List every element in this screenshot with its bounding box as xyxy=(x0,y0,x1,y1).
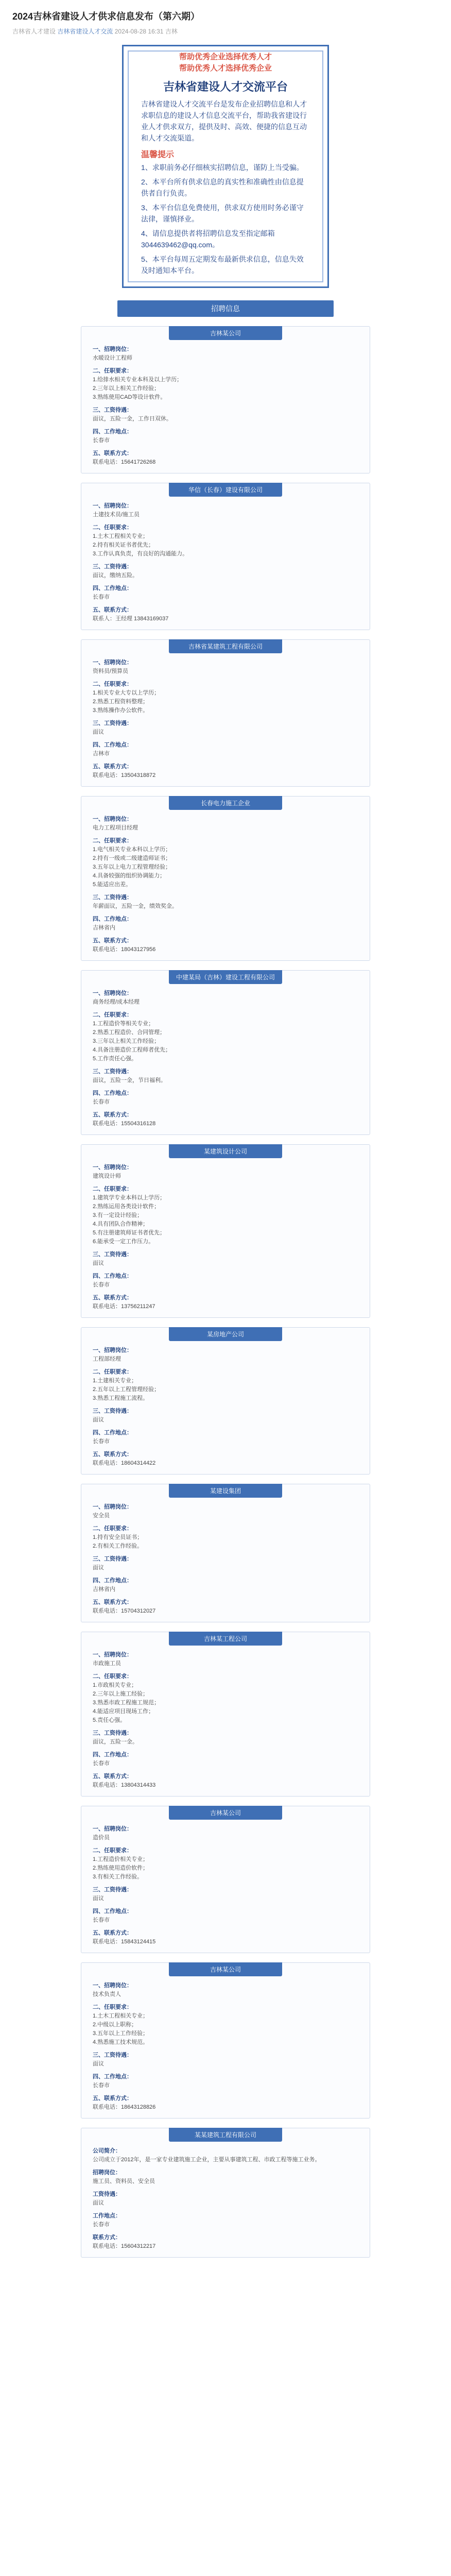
company-name: 吉林某公司 xyxy=(169,1962,282,1976)
salary-label: 三、工资待遇： xyxy=(93,1556,132,1562)
contact-value: 联系电话：15504316128 xyxy=(93,1121,156,1127)
address-value: 长春市 xyxy=(93,2222,110,2228)
contact-label: 五、联系方式： xyxy=(93,607,132,613)
contact-label: 五、联系方式： xyxy=(93,764,132,770)
requirement-item: 2.熟练运用各类设计软件； xyxy=(93,1204,160,1210)
address-label: 四、工作地点： xyxy=(93,429,132,435)
requirement-item: 3.五年以上电力工程管理经验； xyxy=(93,864,171,870)
position-label: 一、招聘岗位： xyxy=(93,1504,132,1510)
requirements-label: 二、任职要求： xyxy=(93,1012,132,1018)
requirement-item: 5.工作责任心强。 xyxy=(93,1056,137,1062)
contact-value: 联系电话：15704312027 xyxy=(93,1608,156,1614)
requirement-item: 2.有相关工作经验。 xyxy=(93,1543,143,1549)
requirement-item: 3.熟悉市政工程施工规范； xyxy=(93,1700,160,1706)
requirement-item: 2.中级以上职称； xyxy=(93,2022,137,2028)
contact-value: 联系电话：13504318872 xyxy=(93,772,156,778)
company-name: 中建某局（吉林）建设工程有限公司 xyxy=(169,970,282,984)
position-title: 公司成立于2012年，是一家专业建筑施工企业，主要从事建筑工程、市政工程等施工业务。 xyxy=(93,2157,321,2163)
company-card xyxy=(81,1632,370,1797)
requirement-item: 5.能适应出差。 xyxy=(93,882,132,888)
poster-tip: 4、请信息提供者将招聘信息发至指定邮箱3044639462@qq.com。 xyxy=(141,229,275,249)
footer-space xyxy=(0,2258,451,2278)
salary-label: 工资待遇： xyxy=(93,2191,121,2197)
requirement-item: 3.工作认真负责，有良好的沟通能力。 xyxy=(93,551,188,557)
salary-label: 三、工资待遇： xyxy=(93,1408,132,1414)
requirements-label: 二、任职要求： xyxy=(93,1526,132,1532)
contact-value: 联系电话：18643128826 xyxy=(93,2104,156,2110)
requirements-label: 二、任职要求： xyxy=(93,1848,132,1854)
position-label: 一、招聘岗位： xyxy=(93,1652,132,1658)
position-title: 商务经理/成本经理 xyxy=(93,999,140,1005)
company-card xyxy=(81,2128,370,2258)
company-body xyxy=(81,1651,370,1790)
address-value: 吉林省内 xyxy=(93,925,115,931)
salary-value: 面议 xyxy=(93,1260,104,1266)
position-label: 一、招聘岗位： xyxy=(93,1982,132,1989)
company-card xyxy=(81,970,370,1135)
company-card xyxy=(81,1484,370,1622)
requirement-item: 1.市政相关专业； xyxy=(93,1682,137,1688)
article-meta xyxy=(12,27,439,36)
address-label: 四、工作地点： xyxy=(93,1578,132,1584)
requirement-item: 1.土木工程相关专业； xyxy=(93,533,149,539)
requirements-label: 二、任职要求： xyxy=(93,2004,132,2010)
address-label: 四、工作地点： xyxy=(93,585,132,591)
requirement-item: 3.熟练使用CAD等设计软件。 xyxy=(93,394,166,400)
company-body xyxy=(81,1163,370,1311)
requirement-item: 4.具备较强的组织协调能力； xyxy=(93,873,166,879)
requirement-item: 1.土木工程相关专业； xyxy=(93,2013,149,2019)
requirements-label: 招聘岗位： xyxy=(93,2170,121,2176)
contact-value: 联系电话：15604312217 xyxy=(93,2243,156,2249)
requirements-label: 二、任职要求： xyxy=(93,1369,132,1375)
address-label: 工作地点： xyxy=(93,2213,121,2219)
company-name: 长春电力施工企业 xyxy=(169,796,282,810)
position-title: 资料员/预算员 xyxy=(93,668,129,674)
address-label: 四、工作地点： xyxy=(93,1273,132,1279)
requirement-item: 施工员、资料员、安全员 xyxy=(93,2178,155,2184)
position-label: 一、招聘岗位： xyxy=(93,1164,132,1171)
article-header xyxy=(0,0,451,36)
requirement-item: 1.持有安全员证书； xyxy=(93,1534,143,1540)
address-label: 四、工作地点： xyxy=(93,2074,132,2080)
salary-value: 面议，五险一金，节日福利。 xyxy=(93,1077,166,1083)
requirement-item: 2.三年以上相关工作经验； xyxy=(93,385,160,392)
address-value: 长春市 xyxy=(93,594,110,600)
requirement-item: 2.熟悉工程资料整理； xyxy=(93,699,149,705)
position-title: 工程部经理 xyxy=(93,1356,121,1362)
company-name: 某某建筑工程有限公司 xyxy=(169,2128,282,2142)
requirements-label: 二、任职要求： xyxy=(93,368,132,374)
address-label: 四、工作地点： xyxy=(93,1430,132,1436)
address-label: 四、工作地点： xyxy=(93,742,132,748)
requirement-item: 1.工程造价等相关专业； xyxy=(93,1021,154,1027)
poster-title: 吉林省建设人才交流平台 xyxy=(163,80,288,93)
salary-label: 三、工资待遇： xyxy=(93,1251,132,1258)
requirement-item: 1.相关专业大专以上学历； xyxy=(93,690,160,696)
requirements-label: 二、任职要求： xyxy=(93,838,132,844)
position-title: 电力工程项目经理 xyxy=(93,825,138,831)
company-name: 某建设集团 xyxy=(169,1484,282,1498)
address-label: 四、工作地点： xyxy=(93,916,132,922)
position-label: 一、招聘岗位： xyxy=(93,816,132,822)
article-title: 2024吉林省建设人才供求信息发布（第六期） xyxy=(12,11,200,22)
position-title: 安全员 xyxy=(93,1513,110,1519)
contact-label: 五、联系方式： xyxy=(93,1930,132,1936)
salary-value: 面议，五险一金。 xyxy=(93,1739,138,1745)
requirement-item: 1.土建相关专业； xyxy=(93,1378,137,1384)
salary-label: 三、工资待遇： xyxy=(93,1069,132,1075)
position-label: 一、招聘岗位： xyxy=(93,346,132,352)
address-value: 长春市 xyxy=(93,437,110,444)
salary-value: 面议 xyxy=(93,1895,104,1902)
company-body xyxy=(81,345,370,467)
salary-label: 三、工资待遇： xyxy=(93,1887,132,1893)
salary-value: 面议 xyxy=(93,2200,104,2206)
contact-value: 联系人：王经理 13843169037 xyxy=(93,616,169,622)
article-source: 吉林省人才建设 xyxy=(12,28,56,35)
requirement-item: 2.持有一级或二级建造师证书； xyxy=(93,855,171,861)
requirement-item: 6.能承受一定工作压力。 xyxy=(93,1239,154,1245)
contact-value: 联系电话：15641726268 xyxy=(93,459,156,465)
poster-warning-title: 温馨提示 xyxy=(141,150,175,159)
position-title: 技术负责人 xyxy=(93,1991,121,1997)
requirements-label: 二、任职要求： xyxy=(93,524,132,531)
contact-label: 五、联系方式： xyxy=(93,938,132,944)
article-date: 2024-08-28 16:31 xyxy=(114,28,164,35)
company-name: 吉林某公司 xyxy=(169,326,282,340)
requirement-item: 4.熟悉施工技术规范。 xyxy=(93,2039,149,2045)
company-card xyxy=(81,639,370,787)
salary-label: 三、工资待遇： xyxy=(93,2052,132,2058)
salary-label: 三、工资待遇： xyxy=(93,564,132,570)
address-value: 长春市 xyxy=(93,1438,110,1445)
poster-tip: 3、本平台信息免费使用，供求双方使用时务必谨守法律，谨慎择业。 xyxy=(141,204,304,223)
requirement-item: 2.熟悉工程造价、合同管理； xyxy=(93,1029,166,1036)
requirement-item: 3.有相关工作经验。 xyxy=(93,1874,143,1880)
address-label: 四、工作地点： xyxy=(93,1908,132,1914)
salary-label: 三、工资待遇： xyxy=(93,894,132,901)
address-value: 长春市 xyxy=(93,1282,110,1288)
company-card xyxy=(81,326,370,473)
contact-label: 五、联系方式： xyxy=(93,1295,132,1301)
requirements-label: 二、任职要求： xyxy=(93,681,132,687)
address-value: 长春市 xyxy=(93,2082,110,2089)
article-place: 吉林 xyxy=(165,28,178,35)
contact-value: 联系电话：15843124415 xyxy=(93,1939,156,1945)
position-title: 市政施工员 xyxy=(93,1660,121,1667)
salary-label: 三、工资待遇： xyxy=(93,720,132,726)
requirements-label: 二、任职要求： xyxy=(93,1673,132,1680)
company-body xyxy=(81,1503,370,1616)
salary-label: 三、工资待遇： xyxy=(93,1730,132,1736)
company-name: 吉林某工程公司 xyxy=(169,1632,282,1646)
requirement-item: 2.持有相关证书者优先； xyxy=(93,542,154,548)
salary-value: 面议，缴纳五险。 xyxy=(93,572,138,579)
position-label: 一、招聘岗位： xyxy=(93,659,132,666)
position-label: 一、招聘岗位： xyxy=(93,1347,132,1353)
requirement-item: 2.三年以上施工经验； xyxy=(93,1691,149,1697)
account-link[interactable]: 吉林省建设人才交流 xyxy=(57,28,113,35)
contact-label: 五、联系方式： xyxy=(93,2095,132,2102)
contact-value: 联系电话：13756211247 xyxy=(93,1303,155,1310)
contact-value: 联系电话：13804314433 xyxy=(93,1782,156,1788)
address-value: 吉林市 xyxy=(93,751,110,757)
position-label: 一、招聘岗位： xyxy=(93,503,132,509)
company-name: 吉林省某建筑工程有限公司 xyxy=(169,639,282,653)
company-card xyxy=(81,1806,370,1953)
salary-value: 面议 xyxy=(93,1565,104,1571)
requirement-item: 5.有注册建筑师证书者优先； xyxy=(93,1230,166,1236)
position-title: 造价员 xyxy=(93,1835,110,1841)
address-value: 长春市 xyxy=(93,1099,110,1105)
requirement-item: 4.具备注册造价工程师者优先； xyxy=(93,1047,171,1053)
position-label: 一、招聘岗位： xyxy=(93,1826,132,1832)
company-body xyxy=(81,502,370,623)
company-body xyxy=(81,1825,370,1946)
requirement-item: 1.电气相关专业本科以上学历； xyxy=(93,846,171,853)
contact-value: 联系电话：18043127956 xyxy=(93,946,156,953)
requirement-item: 2.五年以上工程管理经验； xyxy=(93,1386,160,1393)
salary-value: 面议 xyxy=(93,1417,104,1423)
position-title: 土建技术员/施工员 xyxy=(93,512,140,518)
salary-value: 面议 xyxy=(93,2061,104,2067)
salary-value: 面议 xyxy=(93,729,104,735)
company-name: 华信（长春）建设有限公司 xyxy=(169,483,282,497)
requirement-item: 2.熟练使用造价软件； xyxy=(93,1865,149,1871)
position-title: 建筑设计师 xyxy=(93,1173,121,1179)
company-name: 某房地产公司 xyxy=(169,1327,282,1341)
poster-tip: 1、求职前务必仔细核实招聘信息，谨防上当受骗。 xyxy=(141,163,304,172)
company-body xyxy=(81,989,370,1128)
requirements-label: 二、任职要求： xyxy=(93,1186,132,1192)
company-card xyxy=(81,1144,370,1318)
requirement-item: 3.五年以上工作经验； xyxy=(93,2030,149,2037)
company-card xyxy=(81,796,370,961)
poster-intro: 吉林省建设人才交流平台是发布企业招聘信息和人才求职信息的建设人才信息交流平台，帮助我省建设行业人才供求双方，提供及时、高效、便捷的信息互动和人才交流渠道。 xyxy=(141,100,307,142)
company-body xyxy=(81,815,370,954)
contact-label: 五、联系方式： xyxy=(93,450,132,456)
company-name: 吉林某公司 xyxy=(169,1806,282,1820)
salary-label: 三、工资待遇： xyxy=(93,407,132,413)
requirement-item: 3.三年以上相关工作经验； xyxy=(93,1038,160,1044)
position-title: 水暖设计工程师 xyxy=(93,355,132,361)
requirement-item: 3.有一定设计经验； xyxy=(93,1212,143,1218)
company-body xyxy=(81,1981,370,2112)
requirement-item: 4.具有团队合作精神； xyxy=(93,1221,149,1227)
company-name: 某建筑设计公司 xyxy=(169,1144,282,1158)
contact-value: 联系电话：18604314422 xyxy=(93,1460,156,1466)
company-body xyxy=(81,1346,370,1468)
poster-tip: 5、本平台每周五定期发布最新供求信息，信息失效及时通知本平台。 xyxy=(141,255,304,275)
contact-label: 五、联系方式： xyxy=(93,1773,132,1780)
requirement-item: 1.工程造价相关专业； xyxy=(93,1856,149,1862)
position-label: 一、招聘岗位： xyxy=(93,990,132,996)
address-value: 长春市 xyxy=(93,1760,110,1767)
poster-slogan: 帮助优秀人才选择优秀企业 xyxy=(179,64,272,73)
company-body xyxy=(81,2147,370,2251)
salary-value: 年薪面议，五险一金，绩效奖金。 xyxy=(93,903,178,909)
company-list xyxy=(0,326,451,2258)
position-label: 公司简介： xyxy=(93,2148,121,2154)
address-value: 吉林省内 xyxy=(93,1586,115,1592)
company-card xyxy=(81,483,370,630)
platform-poster xyxy=(122,45,329,288)
contact-label: 五、联系方式： xyxy=(93,1451,132,1458)
address-label: 四、工作地点： xyxy=(93,1090,132,1096)
contact-label: 五、联系方式： xyxy=(93,1112,132,1118)
requirement-item: 3.熟悉工程施工流程。 xyxy=(93,1395,149,1401)
poster-slogan: 帮助优秀企业选择优秀人才 xyxy=(179,53,272,61)
company-card xyxy=(81,1327,370,1475)
requirement-item: 1.建筑学专业本科以上学历； xyxy=(93,1195,166,1201)
requirement-item: 4.能适应项目现场工作； xyxy=(93,1708,154,1715)
address-label: 四、工作地点： xyxy=(93,1752,132,1758)
contact-label: 联系方式： xyxy=(93,2234,121,2241)
address-value: 长春市 xyxy=(93,1917,110,1923)
poster-tip: 2、本平台所有供求信息的真实性和准确性由信息提供者自行负责。 xyxy=(141,178,304,197)
company-card xyxy=(81,1962,370,2119)
section-title: 招聘信息 xyxy=(117,300,334,317)
requirement-item: 3.熟练操作办公软件。 xyxy=(93,707,149,714)
salary-value: 面议，五险一金，工作日双休。 xyxy=(93,416,172,422)
company-body xyxy=(81,658,370,780)
poster-tips xyxy=(141,162,310,276)
requirement-item: 1.给排水相关专业本科及以上学历； xyxy=(93,377,183,383)
contact-label: 五、联系方式： xyxy=(93,1599,132,1605)
requirement-item: 5.责任心强。 xyxy=(93,1717,126,1723)
